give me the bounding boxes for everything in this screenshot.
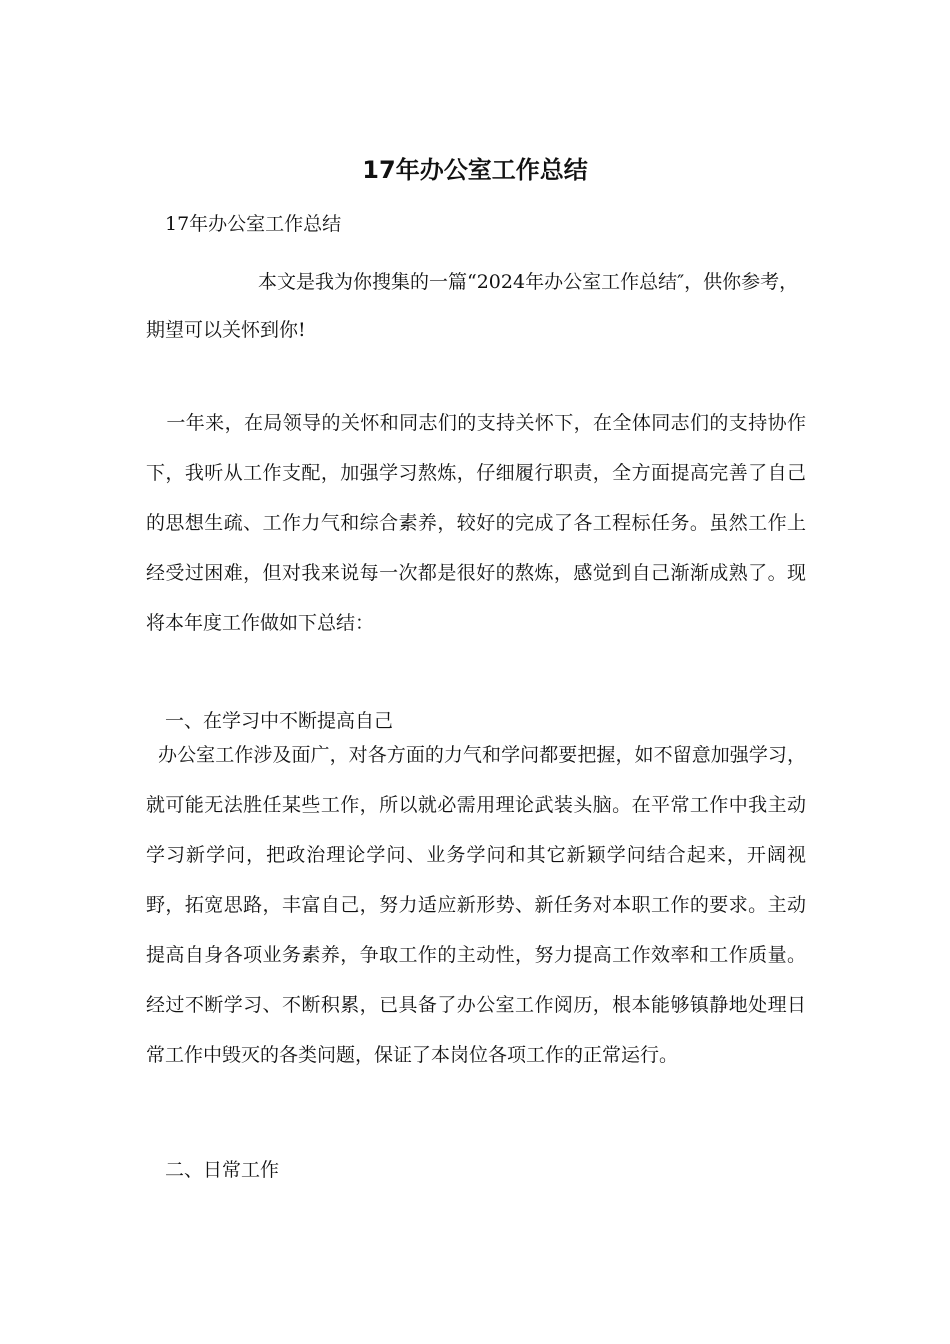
body-paragraph-2 xyxy=(146,730,806,1080)
document-subtitle: 17年办公室工作总结 xyxy=(165,213,342,235)
paragraph-2-text: 办公室工作涉及面广，对各方面的力气和学问都要把握，如不留意加强学习，就可能无法胜任某些工作，所以就必需用理论武装头脑。在平常工作中我主动学习新学问，把政治理论学问、业务学问和其它新颖学问结合起来，开阔视野，拓宽思路，丰富自己，努力适应新形势、新任务对本职工作的要求。主动提高自身各项业务素养，争取工作的主动性，努力提高工作效率和工作质量。经过不断学习、不断积累，已具备了办公室工作阅历，根本能够镇静地处理日常工作中毁灭的各类问题，保证了本岗位各项工作的正常运行。 xyxy=(146,744,806,1066)
body-paragraph-1 xyxy=(146,398,806,648)
section-heading-2: 二、日常工作 xyxy=(165,1159,280,1181)
paragraph-1-text: 一年来，在局领导的关怀和同志们的支持关怀下，在全体同志们的支持协作下，我听从工作支配，加强学习熬炼，仔细履行职责，全方面提高完善了自己的思想生疏、工作力气和综合素养，较好的完成了各工程标任务。虽然工作上经受过困难，但对我来说每一次都是很好的熬炼，感觉到自己渐渐成熟了。现将本年度工作做如下总结： xyxy=(146,412,806,634)
intro-paragraph xyxy=(146,258,806,354)
section-heading-1: 一、在学习中不断提高自己 xyxy=(165,710,394,732)
document-title: 17年办公室工作总结 xyxy=(362,156,588,184)
intro-text: 本文是我为你搜集的一篇“2024年办公室工作总结″，供你参考，期望可以关怀到你! xyxy=(146,271,799,341)
